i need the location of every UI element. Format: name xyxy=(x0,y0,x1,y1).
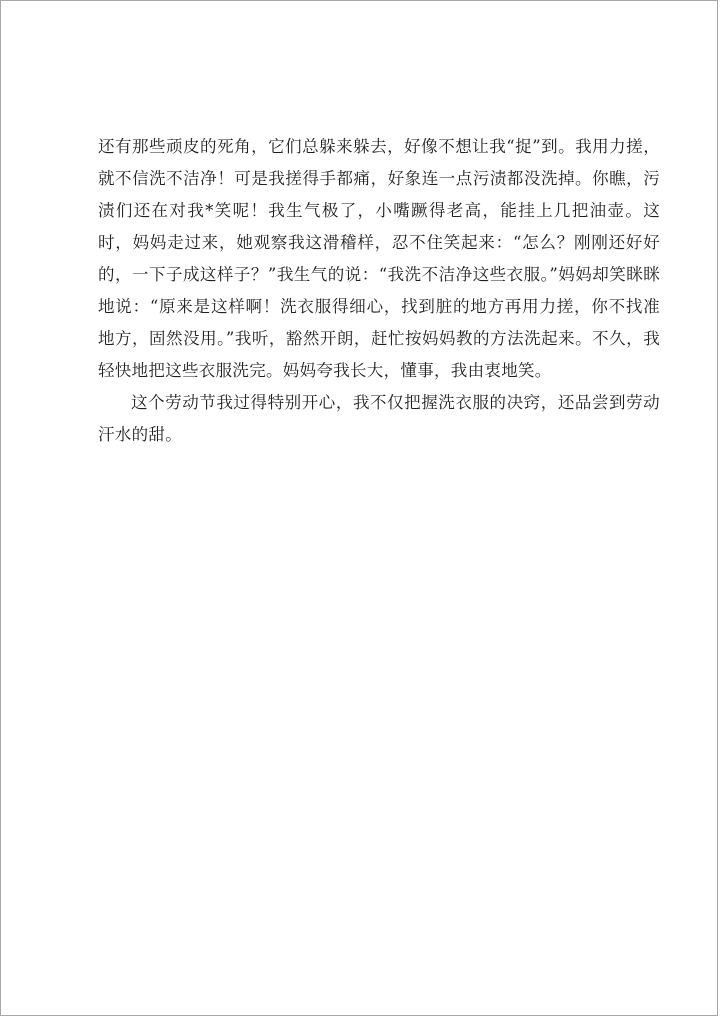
document-body xyxy=(98,131,660,451)
paragraph-1: 还有那些顽皮的死角，它们总躲来躲去，好像不想让我“捉”到。我用力搓，就不信洗不洁净！可是我搓得手都痛，好象连一点污渍都没洗掉。你瞧，污渍们还在对我*笑呢！我生气极了，小嘴蹶得老高，能挂上几把油壶。这时，妈妈走过来，她观察我这滑稽样，忍不住笑起来：“怎么？刚刚还好好的，一下子成这样子？”我生气的说：“我洗不洁净这些衣服。”妈妈却笑眯眯地说：“原来是这样啊！洗衣服得细心，找到脏的地方再用力搓，你不找准地方，固然没用。”我听，豁然开朗，赶忙按妈妈教的方法洗起来。不久，我轻快地把这些衣服洗完。妈妈夸我长大，懂事，我由衷地笑。 xyxy=(98,137,660,380)
paragraph-2: 这个劳动节我过得特别开心，我不仅把握洗衣服的决窍，还品尝到劳动汗水的甜。 xyxy=(98,393,660,444)
